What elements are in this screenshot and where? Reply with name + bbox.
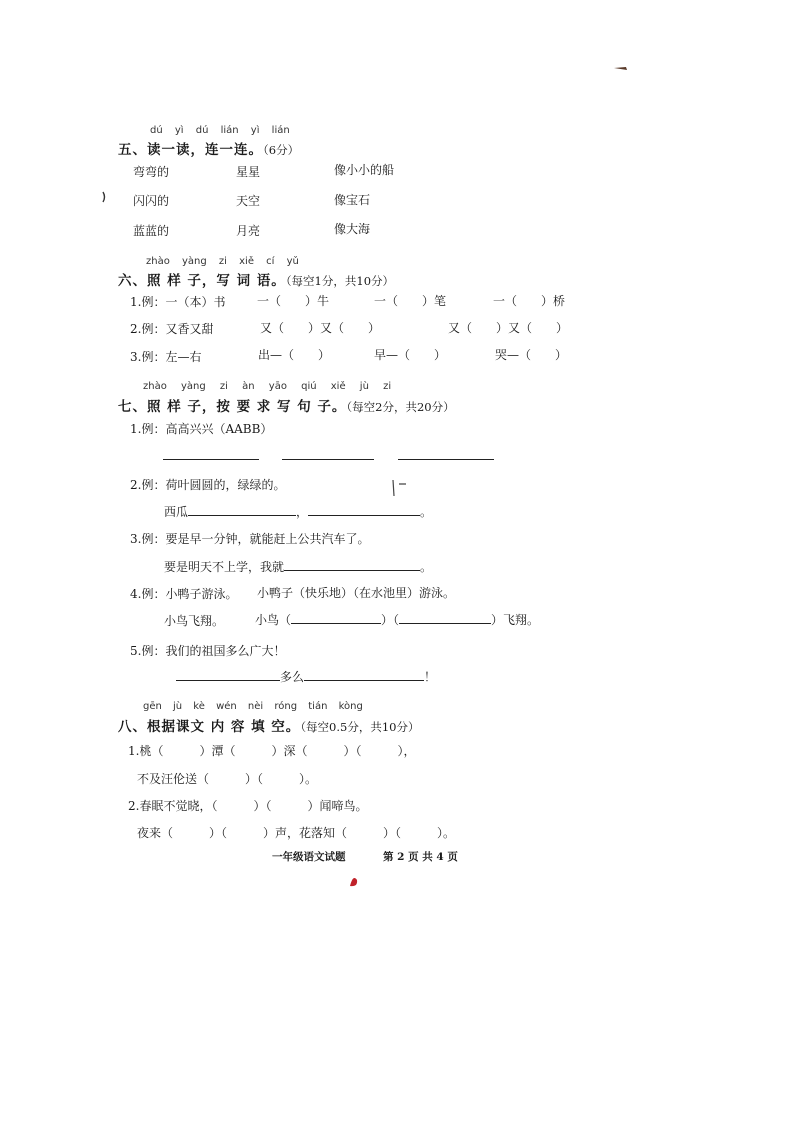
sec7-q4-open: 小鸟（ (255, 613, 292, 627)
sec6-example: 1.例：一（本）书 (130, 295, 226, 309)
sec7-q4-sep: ）（ (381, 613, 400, 627)
sec5-col1-item: 弯弯的 (133, 165, 170, 179)
sec8-line: 夜来（ ）（ ）声，花落知（ ）（ ）。 (137, 826, 456, 840)
sec6-item: 出—（ ） (258, 348, 331, 362)
sec6-score: （每空1分，共10分） (285, 274, 395, 288)
sec5-title: 五、读一读，连一连。 (118, 142, 263, 158)
footer-page-number: 第 2 页 共 4 页 (383, 851, 458, 863)
sec6-pinyin: zhào yàng zi xiě cí yǔ (146, 256, 299, 267)
sec5-col1-item: 闪闪的 (133, 194, 170, 208)
sec6-item: 一（ ）桥 (493, 294, 566, 308)
sec6-example: 3.例：左—右 (130, 350, 202, 364)
sec6-item: 哭—（ ） (495, 348, 568, 362)
sec7-score: （每空2分，共20分） (346, 400, 455, 414)
sec6-item: 一（ ）笔 (374, 294, 447, 308)
sec5-col3-item: 像小小的船 (334, 163, 395, 177)
sec8-line: 不及汪伦送（ ）（ ）。 (137, 772, 318, 786)
footer-title: 一年级语文试题 (272, 851, 346, 863)
sec6-item: 一（ ）牛 (257, 294, 330, 308)
sec5-col2-item: 天空 (236, 194, 261, 208)
sec5-col3-item: 像大海 (334, 222, 371, 236)
sec7-q2-end: 。 (420, 505, 433, 519)
sec7-q4-end: ）飞翔。 (491, 613, 540, 627)
sec7-q5-mid: 多么 (280, 670, 305, 684)
sec7-q4-example: 小鸭子（快乐地）（在水池里）游泳。 (257, 586, 456, 600)
sec8-line: 1.桃（ ）潭（ ）深（ ）（ ）， (128, 744, 416, 758)
sec8-score: （每空0.5分，共10分） (300, 720, 420, 734)
red-ink-mark (350, 878, 357, 886)
scan-mark (103, 192, 105, 202)
sec7-q3: 3.例：要是早一分钟，就能赶上公共汽车了。 (130, 532, 370, 546)
sec7-q1: 1.例：高高兴兴（AABB） (130, 422, 273, 436)
sec7-q2-prefix: 西瓜 (164, 505, 189, 519)
sec7-q3-end: 。 (420, 560, 433, 574)
sec7-q4: 4.例：小鸭子游泳。 (130, 587, 238, 601)
sec7-q4-prompt: 小鸟飞翔。 (164, 614, 225, 628)
sec6-item: 又（ ）又（ ） (260, 321, 381, 335)
sec6-example: 2.例：又香又甜 (130, 322, 214, 336)
sec7-title: 七、照 样 子，按 要 求 写 句 子。 (118, 399, 347, 415)
sec8-title: 八、根据课文 内 容 填 空。 (118, 719, 301, 735)
scan-mark (614, 67, 627, 70)
sec6-title: 六、照 样 子，写 词 语。 (118, 273, 286, 289)
sec5-score: （6分） (263, 143, 300, 157)
sec7-q5: 5.例：我们的祖国多么广大！ (130, 644, 286, 658)
sec5-col2-item: 星星 (236, 165, 261, 179)
sec7-q2: 2.例：荷叶圆圆的，绿绿的。 (130, 478, 286, 492)
sec8-line: 2.春眠不觉晓，（ ）（ ）闻啼鸟。 (128, 799, 368, 813)
sec8-pinyin: gēn jù kè wén nèi róng tián kòng (143, 701, 363, 712)
sec5-col1-item: 蓝蓝的 (133, 224, 170, 238)
sec5-col2-item: 月亮 (236, 224, 261, 238)
sec6-item: 又（ ）又（ ） (448, 321, 569, 335)
sec7-pinyin: zhào yàng zi àn yāo qiú xiě jù zi (143, 381, 392, 392)
sec5-col3-item: 像宝石 (334, 193, 371, 207)
sec6-item: 早—（ ） (374, 348, 447, 362)
sec5-pinyin: dú yì dú lián yì lián (150, 125, 290, 136)
scan-mark (393, 480, 406, 496)
sec7-q5-end: ！ (424, 670, 437, 684)
sec7-q3-prefix: 要是明天不上学，我就 (164, 560, 285, 574)
sec7-q2-comma: ， (296, 505, 309, 519)
